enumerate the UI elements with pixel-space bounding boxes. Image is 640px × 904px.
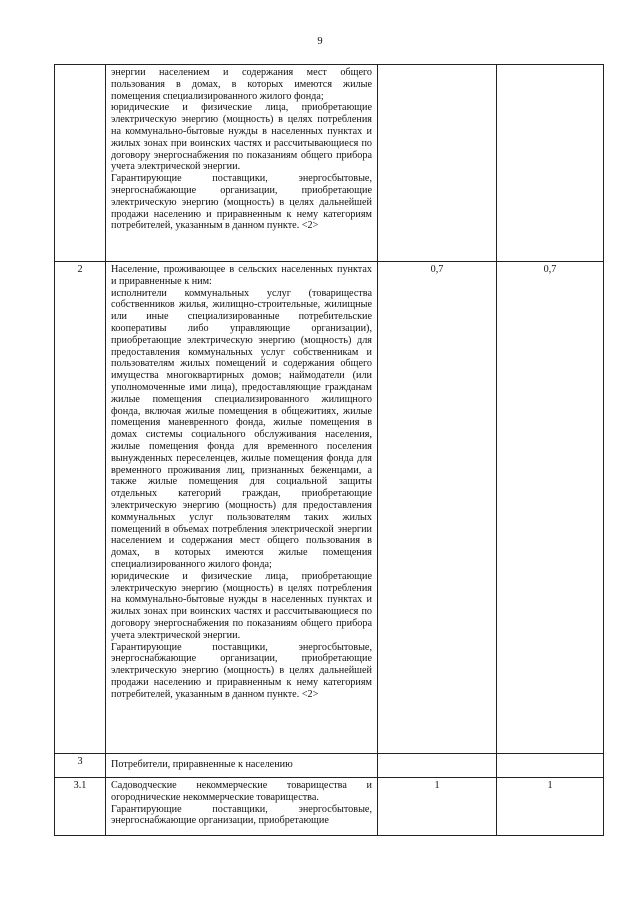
row-number-cell [55, 65, 106, 262]
description-paragraph: юридические и физические лица, приобретающие электрическую энергию (мощность) в целях потребления на коммунально-бытовые нужды в населенных пунктах и жилых зонах при воинских частях и рассчитывающиеся по договору энергоснабжения по показаниям общего прибора учета электрической энергии. [111, 570, 372, 641]
description-paragraph: Потребители, приравненные к населению [111, 759, 293, 771]
page-number: 9 [317, 36, 323, 47]
description-cell [106, 778, 378, 836]
row-number-cell: 3.1 [55, 778, 106, 836]
description-paragraph: юридические и физические лица, приобретающие электрическую энергию (мощность) в целях потребления на коммунально-бытовые нужды в населенных пунктах и жилых зонах при воинских частях и рассчитывающиеся по договору энергоснабжения по показаниям общего прибора учета электрической энергии. [111, 102, 372, 173]
description-paragraph: Гарантирующие поставщики, энергосбытовые, энергоснабжающие организации, приобретающие [111, 803, 372, 827]
description-cell [106, 262, 378, 754]
value-cell-1 [378, 754, 497, 778]
table-row [55, 262, 604, 754]
description-paragraph: Население, проживающее в сельских населенных пунктах и приравненные к ним: [111, 264, 372, 287]
description-paragraph: Садоводческие некоммерческие товарищества и огороднические некоммерческие товарищества. [111, 780, 372, 803]
description-cell [106, 754, 378, 778]
description-paragraph: Гарантирующие поставщики, энергосбытовые, энергоснабжающие организации, приобретающие электрическую энергию (мощность) в целях дальнейшей продажи населению и приравненным к нему категориям потребителей, указанным в данном пункте. <2> [111, 641, 372, 700]
row-number-cell: 2 [55, 262, 106, 754]
description-paragraph: исполнители коммунальных услуг (товарищества собственников жилья, жилищно-строительные, жилищные или иные специализированные потребительские кооперативы либо управляющие организации), приобретающие электрическую энергию (мощность) для предоставления коммунальных услуг собственникам и пользователям жилых помещений и содержания общего имущества многоквартирных домов; наймодатели (или уполномоченные ими лица), предоставляющие гражданам жилые помещения специализированного жилищного фонда, включая жилые помещения в общежитиях, жилые помещения маневренного фонда, жилые помещения в домах системы социального обслуживания населения, жилые помещения фонда для временного поселения вынужденных переселенцев, жилые помещения фонда для временного проживания лиц, признанных беженцами, а также жилые помещения для социальной защиты отдельных категорий граждан, приобретающие электрическую энергию (мощность) для предоставления коммунальных услуг пользователям таких жилых помещений в объемах потребления электрической энергии населением и содержания мест общего пользования в домах, в которых имеются жилые помещения специализированного жилого фонда; [111, 287, 372, 570]
value-cell-2: 1 [497, 778, 604, 836]
description-paragraph: Гарантирующие поставщики, энергосбытовые, энергоснабжающие организации, приобретающие электрическую энергию (мощность) в целях дальнейшей продажи населению и приравненным к нему категориям потребителей, указанным в данном пункте. <2> [111, 173, 372, 232]
description-paragraph: энергии населением и содержания мест общего пользования в домах, в которых имеются жилые помещения специализированного жилого фонда; [111, 67, 372, 102]
value-cell-1: 0,7 [378, 262, 497, 754]
value-cell-2 [497, 754, 604, 778]
value-cell-2 [497, 65, 604, 262]
value-cell-1: 1 [378, 778, 497, 836]
table-row [55, 778, 604, 836]
row-number-cell: 3 [55, 754, 106, 778]
description-cell [106, 65, 378, 262]
value-cell-1 [378, 65, 497, 262]
table-row [55, 754, 604, 778]
value-cell-2: 0,7 [497, 262, 604, 754]
table-row [55, 65, 604, 262]
tariff-table [54, 64, 604, 836]
